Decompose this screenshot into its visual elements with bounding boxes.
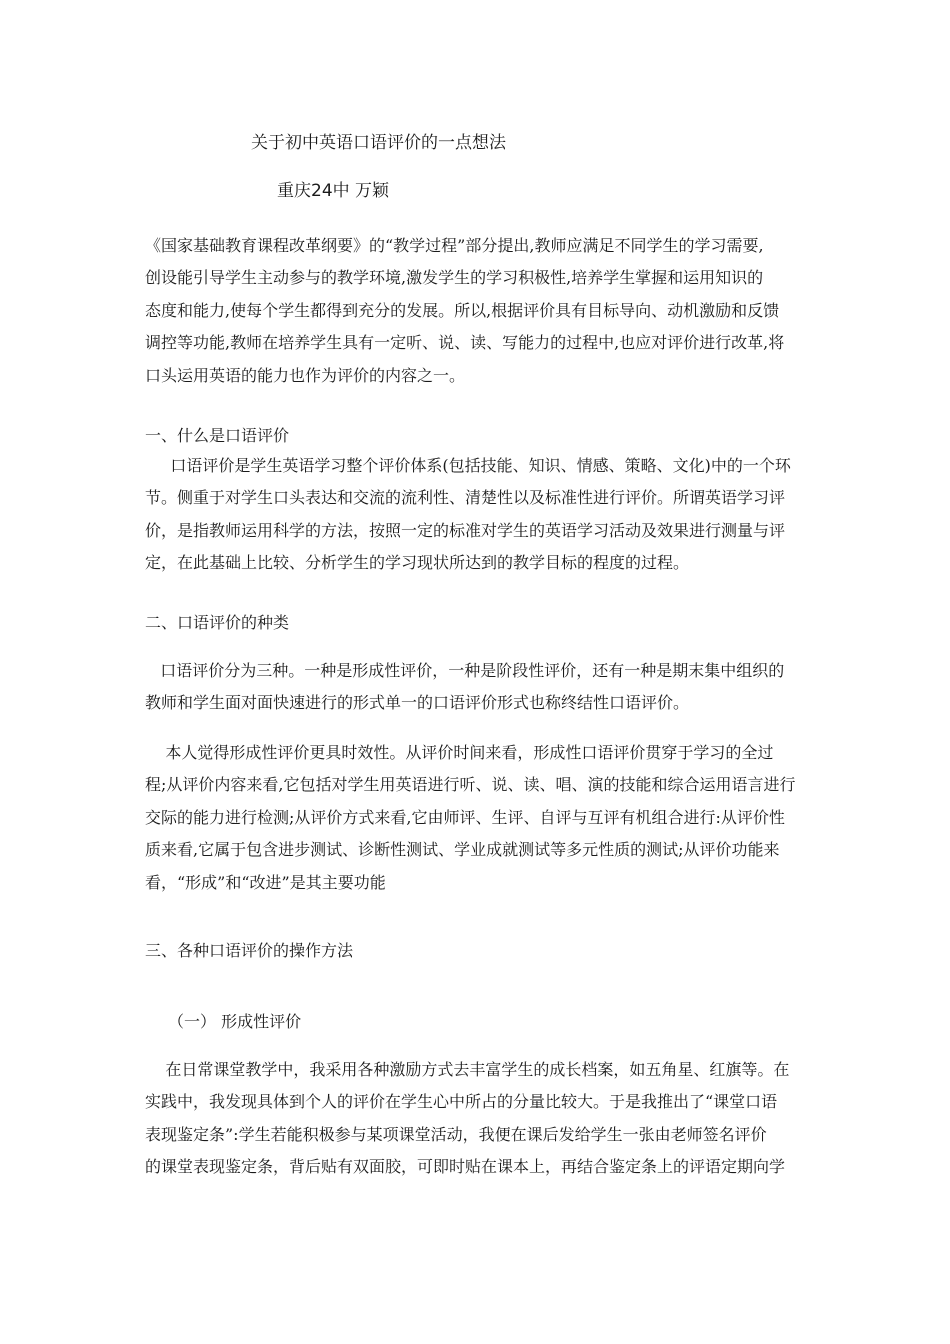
text-line: 实践中，我发现具体到个人的评价在学生心中所占的分量比较大。于是我推出了“课堂口语 bbox=[145, 1092, 778, 1112]
author-line bbox=[277, 176, 389, 201]
text-line: 本人觉得形成性评价更具时效性。从评价时间来看，形成性口语评价贯穿于学习的全过 bbox=[145, 743, 774, 762]
text-line: 质来看,它属于包含进步测试、诊断性测试、学业成就测试等多元性质的测试;从评价功能来 bbox=[145, 840, 780, 860]
section-heading-3: 三、各种口语评价的操作方法 bbox=[145, 941, 354, 960]
author-school-and-name: 中 万颖 bbox=[332, 181, 390, 201]
section-2-paragraph-2 bbox=[145, 737, 815, 899]
text-line: 调控等功能,教师在培养学生具有一定听、说、读、写能力的过程中,也应对评价进行改革,将 bbox=[145, 333, 785, 353]
intro-paragraph bbox=[145, 230, 815, 392]
section-1-paragraph bbox=[145, 450, 815, 580]
text-line: 口语评价是学生英语学习整个评价体系(包括技能、知识、情感、策略、文化)中的一个环 bbox=[145, 456, 791, 475]
text-line: 口语评价分为三种。一种是形成性评价，一种是阶段性评价，还有一种是期末集中组织的 bbox=[145, 661, 785, 680]
author-city: 重庆 bbox=[277, 181, 311, 201]
text-line: 态度和能力,使每个学生都得到充分的发展。所以,根据评价具有目标导向、动机激励和反馈 bbox=[145, 300, 780, 320]
text-line: 价，是指教师运用科学的方法，按照一定的标准对学生的英语学习活动及效果进行测量与评 bbox=[145, 520, 786, 540]
author-school-number: 24 bbox=[311, 181, 333, 201]
text-line: 《国家基础教育课程改革纲要》的“教学过程”部分提出,教师应满足不同学生的学习需要, bbox=[145, 236, 764, 255]
subsection-heading-1: （一） 形成性评价 bbox=[168, 1012, 302, 1031]
text-line: 创设能引导学生主动参与的教学环境,激发学生的学习积极性,培养学生掌握和运用知识的 bbox=[145, 268, 764, 288]
text-line: 教师和学生面对面快速进行的形式单一的口语评价形式也称终结性口语评价。 bbox=[145, 693, 690, 713]
text-line: 节。侧重于对学生口头表达和交流的流利性、清楚性以及标准性进行评价。所谓英语学习评 bbox=[145, 488, 786, 508]
text-line: 口头运用英语的能力也作为评价的内容之一。 bbox=[145, 365, 466, 385]
text-line: 表现鉴定条”:学生若能积极参与某项课堂活动，我便在课后发给学生一张由老师签名评价 bbox=[145, 1124, 767, 1144]
text-line: 看，“形成”和“改进”是其主要功能 bbox=[145, 872, 386, 892]
section-2-paragraph-1 bbox=[145, 655, 815, 720]
text-line: 定，在此基础上比较、分析学生的学习现状所达到的教学目标的程度的过程。 bbox=[145, 553, 690, 573]
section-heading-2: 二、口语评价的种类 bbox=[145, 613, 290, 632]
text-line: 程;从评价内容来看,它包括对学生用英语进行听、说、读、唱、演的技能和综合运用语言进行 bbox=[145, 775, 796, 795]
text-line: 的课堂表现鉴定条，背后贴有双面胶，可即时贴在课本上，再结合鉴定条上的评语定期向学 bbox=[145, 1157, 786, 1177]
document-title: 关于初中英语口语评价的一点想法 bbox=[251, 133, 506, 153]
text-line: 在日常课堂教学中，我采用各种激励方式去丰富学生的成长档案，如五角星、红旗等。在 bbox=[145, 1060, 790, 1079]
text-line: 交际的能力进行检测;从评价方式来看,它由师评、生评、自评与互评有机组合进行:从评价性 bbox=[145, 807, 785, 827]
subsection-1-paragraph bbox=[145, 1054, 815, 1184]
section-heading-1: 一、什么是口语评价 bbox=[145, 426, 290, 445]
